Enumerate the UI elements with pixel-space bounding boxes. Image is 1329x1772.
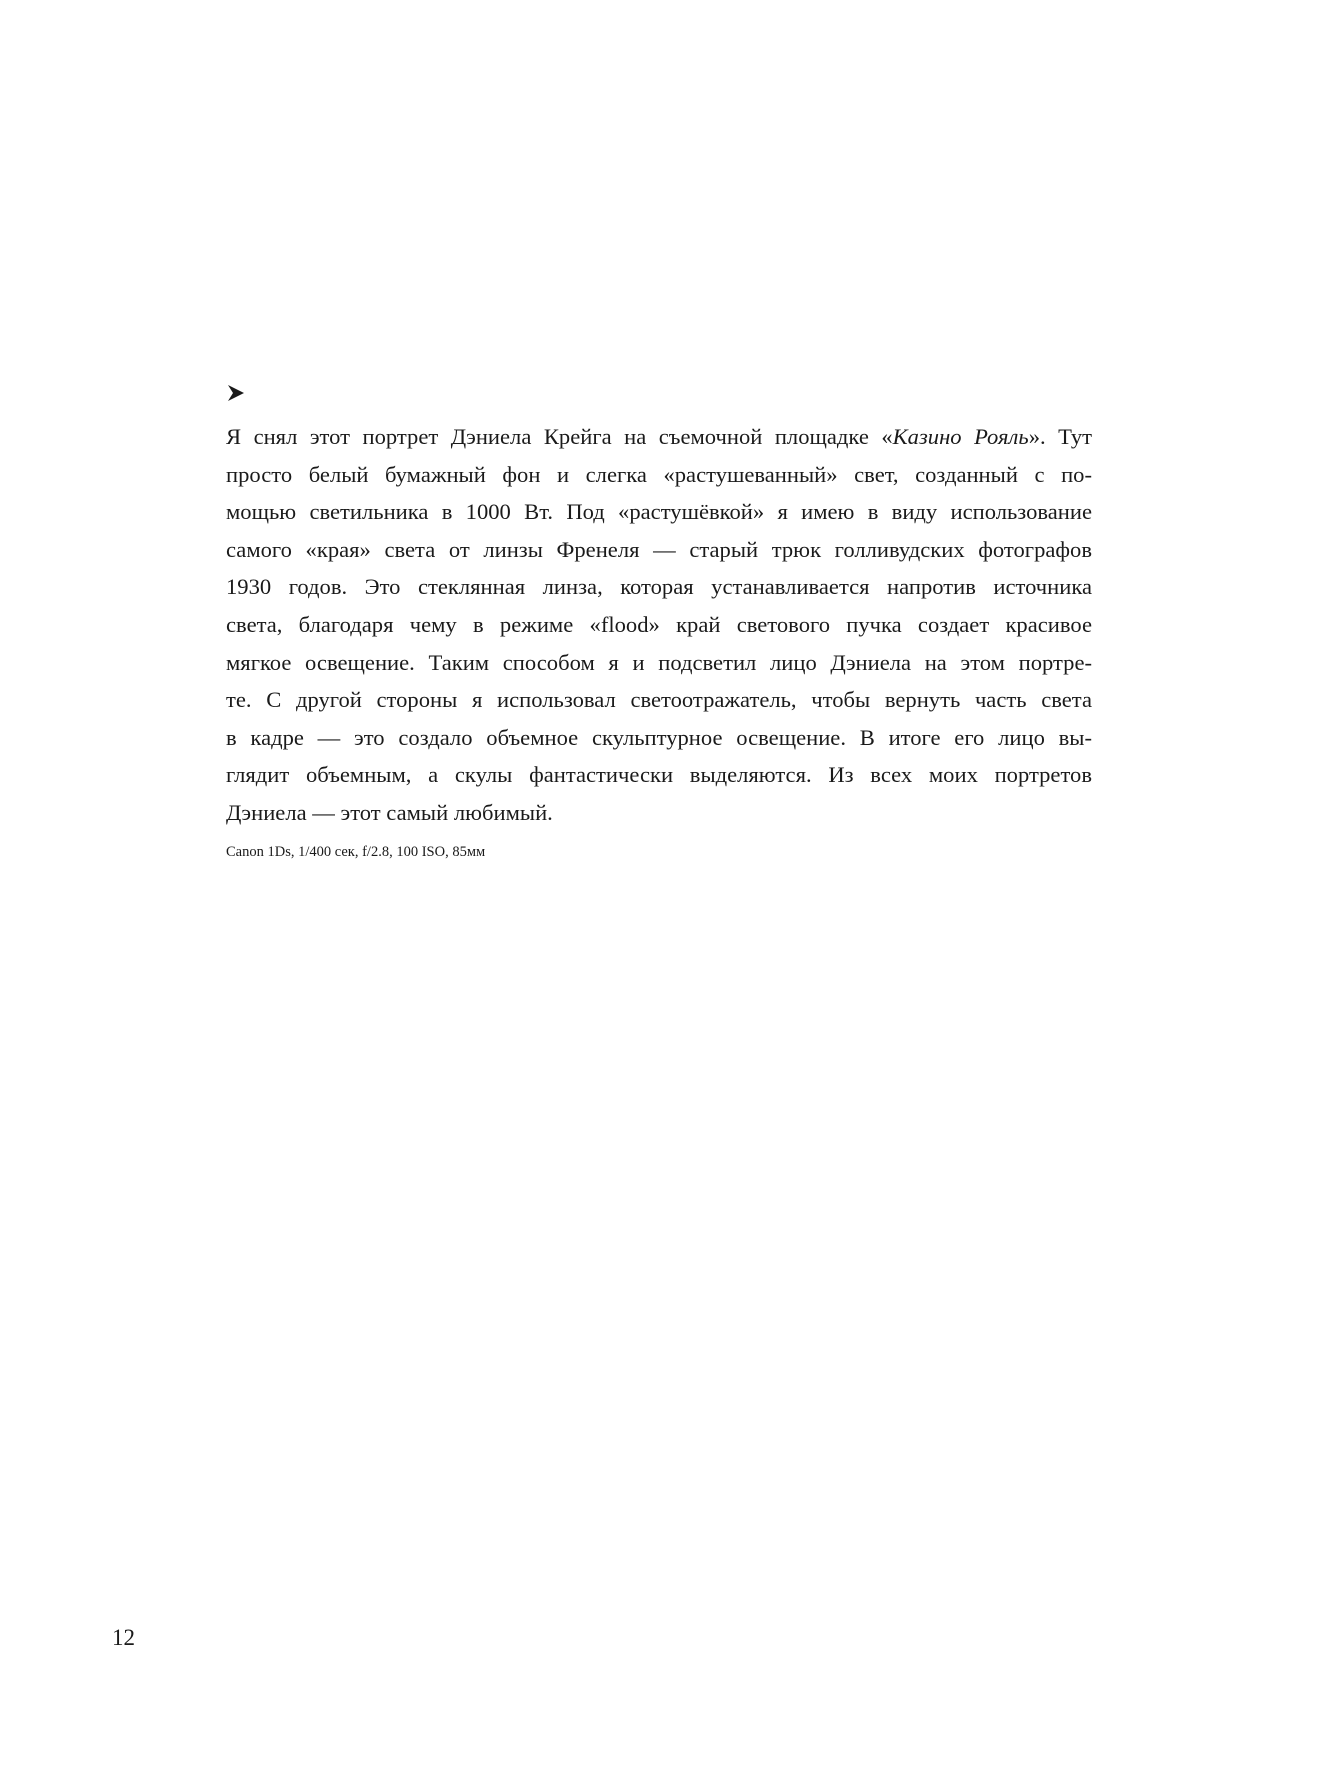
text-line: глядит объемным, а скулы фантастически выделяются. Из всех моих портретов [226,762,1092,788]
page-number: 12 [112,1625,135,1650]
film-title: Казино Рояль [892,424,1029,449]
arrowhead-icon [226,383,246,403]
text-line: просто белый бумажный фон и слегка «растушеванный» свет, созданный с по- [226,461,1092,487]
text-line: в кадре — это создало объемное скульптурное освещение. В итоге его лицо вы- [226,724,1092,750]
text-line: света, благодаря чему в режиме «flood» край светового пучка создает красивое [226,611,1092,637]
text-line: самого «края» света от линзы Френеля — старый трюк голливудских фотографов [226,536,1092,562]
text-line: Дэниела — этот самый любимый. [226,799,553,825]
text-line: мощью светильника в 1000 Вт. Под «растушёвкой» я имею в виду использование [226,499,1092,525]
photo-caption: Canon 1Ds, 1/400 сек, f/2.8, 100 ISO, 85мм [226,844,486,860]
body-paragraph [226,418,1092,832]
text-line: те. С другой стороны я использовал светоотражатель, чтобы вернуть часть света [226,687,1092,713]
text-line: 1930 годов. Это стеклянная линза, которая устанавливается напротив источника [226,574,1092,600]
text-line: Я снял этот портрет Дэниела Крейга на съемочной площадке «Казино Рояль». Тут [226,424,1092,449]
text-line: мягкое освещение. Таким способом я и подсветил лицо Дэниела на этом портре- [226,649,1092,675]
